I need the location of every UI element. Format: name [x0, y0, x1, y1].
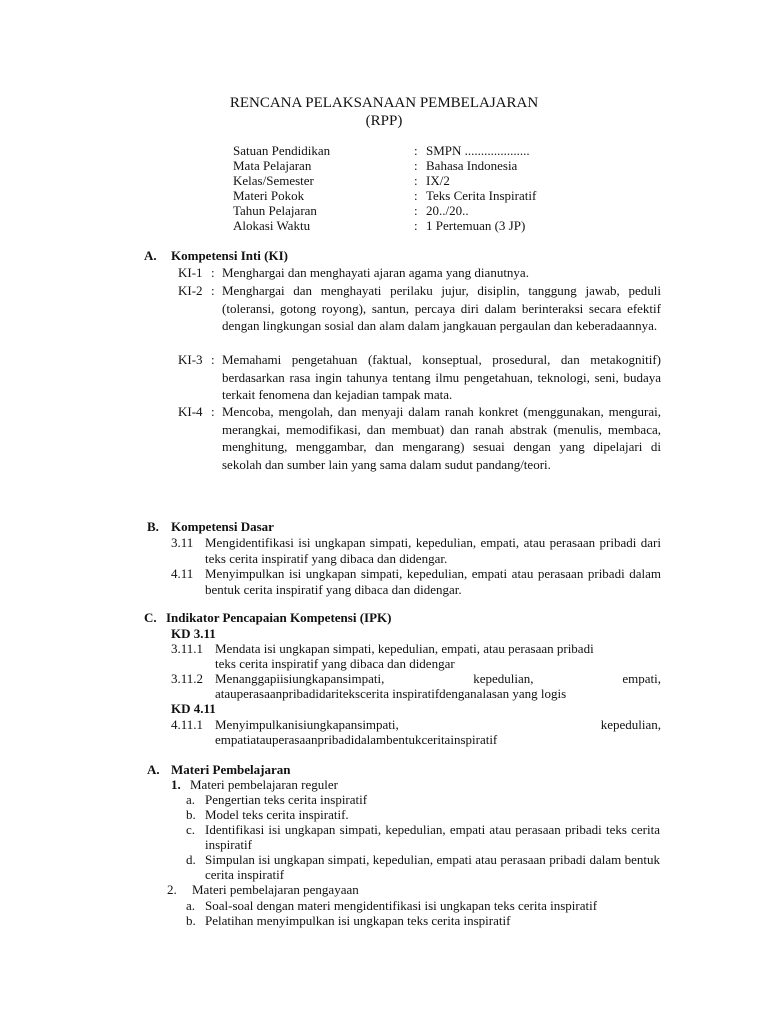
ipk-text-line1: Menyimpulkanisiungkapansimpati, kepedulian,: [215, 717, 661, 732]
materi-group-title: Materi pembelajaran pengayaan: [192, 882, 359, 897]
section-title: Kompetensi Dasar: [171, 519, 274, 534]
section-title: Kompetensi Inti (KI): [171, 248, 288, 263]
section-letter: A.: [147, 762, 160, 777]
kd-subheading: KD 4.11: [171, 701, 216, 716]
identity-colon: :: [414, 173, 418, 188]
kd-number: 4.11: [171, 566, 194, 581]
materi-item-letter: b.: [186, 913, 196, 928]
ki-colon: :: [211, 283, 215, 298]
ki-code: KI-2: [178, 283, 203, 298]
ipk-number: 4.11.1: [171, 717, 204, 732]
identity-colon: :: [414, 218, 418, 233]
materi-item-text: Soal-soal dengan materi mengidentifikasi isi ungkapan teks cerita inspiratif: [205, 898, 598, 913]
materi-item-text: Model teks cerita inspiratif.: [205, 807, 349, 822]
ipk-text-line2: empatiatauperasaanpribadidalambentukceritainspiratif: [215, 732, 498, 747]
identity-key: Kelas/Semester: [233, 173, 314, 188]
identity-value: Teks Cerita Inspiratif: [426, 188, 537, 203]
materi-item-letter: d.: [186, 852, 196, 867]
ki-code: KI-3: [178, 352, 203, 367]
materi-item-letter: a.: [186, 792, 196, 807]
identity-value: Bahasa Indonesia: [426, 158, 518, 173]
ki-colon: :: [211, 352, 215, 367]
ipk-text-line2: teks cerita inspiratif yang dibaca dan didengar: [215, 656, 455, 671]
section-letter: A.: [144, 248, 157, 263]
materi-item-letter: b.: [186, 807, 196, 822]
materi-group-number: 2.: [167, 882, 177, 897]
section-letter: C.: [144, 610, 157, 625]
materi-item-text: Identifikasi isi ungkapan simpati, kepedulian, empati atau perasaan pribadi teks cerita inspiratif: [205, 822, 660, 852]
section-letter: B.: [147, 519, 159, 534]
identity-key: Tahun Pelajaran: [233, 203, 317, 218]
ki-text: Mencoba, mengolah, dan menyaji dalam ranah konkret (menggunakan, mengurai, merangkai, memodifikasi, dan membuat) dan ranah abstrak (menulis, membaca, menghitung, menggambar, dan mengarang) sesuai dengan yang dipelajari di sekolah dan sumber lain yang sama dalam sudut pandang/teori.: [222, 404, 661, 472]
ki-code: KI-1: [178, 265, 203, 280]
kd-subheading: KD 3.11: [171, 626, 216, 641]
document-subtitle: (RPP): [365, 113, 403, 129]
ki-text: Menghargai dan menghayati ajaran agama yang dianutnya.: [222, 265, 529, 280]
ki-colon: :: [211, 265, 215, 280]
identity-value: SMPN ....................: [426, 143, 530, 158]
identity-key: Materi Pokok: [233, 188, 305, 203]
identity-key: Alokasi Waktu: [233, 218, 311, 233]
identity-key: Mata Pelajaran: [233, 158, 312, 173]
ipk-number: 3.11.2: [171, 671, 204, 686]
ki-code: KI-4: [178, 404, 203, 419]
identity-colon: :: [414, 158, 418, 173]
identity-value: 1 Pertemuan (3 JP): [426, 218, 526, 233]
section-title: Indikator Pencapaian Kompetensi (IPK): [166, 610, 392, 625]
materi-group-heading: [171, 777, 338, 792]
ipk-text-line1: Mendata isi ungkapan simpati, kepedulian, empati, atau perasaan pribadi: [215, 641, 594, 656]
kd-number: 3.11: [171, 535, 194, 550]
identity-value: 20../20..: [426, 203, 469, 218]
ki-text: Menghargai dan menghayati perilaku jujur, disiplin, tanggung jawab, peduli (toleransi, gotong royong), santun, percaya diri dalam berinteraksi secara efektif dengan lingkungan sosial dan alam dalam jangkauan pergaulan dan keberadaannya.: [222, 283, 661, 333]
identity-value: IX/2: [426, 173, 450, 188]
materi-item-text: Pelatihan menyimpulkan isi ungkapan teks cerita inspiratif: [205, 913, 511, 928]
ki-colon: :: [211, 404, 215, 419]
identity-colon: :: [414, 203, 418, 218]
materi-item-letter: c.: [186, 822, 196, 837]
ipk-text-line1: Menanggapiisiungkapansimpati, kepedulian, empati,: [215, 671, 661, 686]
materi-item-text: Simpulan isi ungkapan simpati, kepedulian, empati atau perasaan pribadi dalam bentuk cerita inspiratif: [205, 852, 660, 882]
section-title: Materi Pembelajaran: [171, 762, 291, 777]
ki-text: Memahami pengetahuan (faktual, konseptual, prosedural, dan metakognitif) berdasarkan rasa ingin tahunya tentang ilmu pengetahuan, teknologi, seni, budaya terkait fenomena dan kejadian tampak mata.: [222, 352, 661, 402]
kd-text: Mengidentifikasi isi ungkapan simpati, kepedulian, empati, atau perasaan pribadi dari teks cerita inspiratif yang dibaca dan didengar.: [205, 535, 661, 566]
materi-item-letter: a.: [186, 898, 196, 913]
materi-group-number: 1.: [171, 777, 181, 792]
materi-item-text: Pengertian teks cerita inspiratif: [205, 792, 368, 807]
identity-key: Satuan Pendidikan: [233, 143, 331, 158]
identity-colon: :: [414, 188, 418, 203]
kd-text: Menyimpulkan isi ungkapan simpati, kepedulian, empati atau perasaan pribadi dalam bentuk cerita inspiratif yang dibaca dan didengar.: [205, 566, 661, 597]
ipk-text-line2: atauperasaanpribadidaritekscerita inspiratifdenganalasan yang logis: [215, 686, 567, 701]
document-title: RENCANA PELAKSANAAN PEMBELAJARAN: [229, 95, 539, 111]
ipk-number: 3.11.1: [171, 641, 204, 656]
identity-colon: :: [414, 143, 418, 158]
materi-group-heading: [167, 882, 359, 897]
materi-group-title: Materi pembelajaran reguler: [190, 777, 338, 792]
